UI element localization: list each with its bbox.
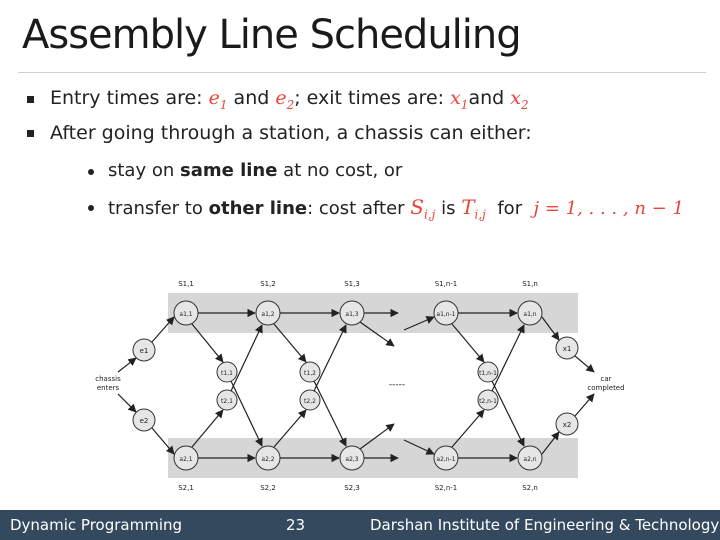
station-node-label: a2,n <box>523 456 537 463</box>
footer-institute: Darshan Institute of Engineering & Technology <box>370 516 720 534</box>
exit-label: x2 <box>562 421 572 429</box>
bullet-station-options: After going through a station, a chassis can either: <box>50 122 532 144</box>
station-label-top: S1,1 <box>178 280 194 288</box>
bullet-text: and <box>227 87 276 109</box>
entry-label: e2 <box>139 417 149 425</box>
station-label-bottom: S2,1 <box>178 484 194 492</box>
bullet-text: and <box>468 87 511 109</box>
car-completed-label: completed <box>587 384 625 392</box>
x2-symbol: $x_2$ <box>510 87 529 112</box>
sub-bullet-same-line: stay on same line at no cost, or <box>108 160 403 181</box>
footer-bar <box>0 510 720 540</box>
station-label-top: S1,2 <box>260 280 276 288</box>
station-node-label: a1,2 <box>261 311 275 318</box>
e2-symbol: $e_2$ <box>275 87 295 112</box>
t-ij-symbol: $T_{i,j}$ <box>461 195 486 222</box>
transfer-label-bottom: t2,1 <box>221 398 233 405</box>
footer-page-number: 23 <box>286 516 306 534</box>
car-exit-arrow <box>575 356 594 372</box>
transfer-arrow <box>231 381 262 446</box>
x1-symbol: $x_1$ <box>450 87 469 112</box>
transfer-label-top: t1,1 <box>221 370 233 377</box>
station-label-top: S1,3 <box>344 280 360 288</box>
bullet-text: ; exit times are: <box>294 87 451 109</box>
slide-title: Assembly Line Scheduling <box>22 12 521 58</box>
station-label-top: S1,n <box>522 280 538 288</box>
sub-bullet-other-line: transfer to other line: cost after $S_{i,j}$ is $T_{i,j}$ for j = 1, . . . , n − 1 <box>108 195 684 222</box>
transfer-arrow <box>314 381 346 446</box>
chassis-enters-label: chassis <box>95 375 121 383</box>
station-node-label: a1,n <box>523 311 537 318</box>
transfer-arrow <box>492 325 524 391</box>
footer-course: Dynamic Programming <box>10 516 183 534</box>
transfer-label-bottom: t2,n-1 <box>479 398 497 405</box>
car-completed-label: car <box>600 375 612 383</box>
station-node-label: a2,3 <box>345 456 359 463</box>
car-exit-arrow <box>575 394 594 416</box>
station-node-label: a1,1 <box>179 311 193 318</box>
station-label-bottom: S2,n <box>522 484 538 492</box>
j-range: j = 1, . . . , n − 1 <box>533 198 684 219</box>
station-label-bottom: S2,n-1 <box>434 484 458 492</box>
chassis-entry-arrow <box>118 358 136 372</box>
chassis-entry-arrow <box>118 394 136 412</box>
station-node-label: a2,1 <box>179 456 193 463</box>
station-label-top: S1,n-1 <box>434 280 458 288</box>
station-node-label: a1,n-1 <box>436 311 456 318</box>
station-node-label: a2,2 <box>261 456 275 463</box>
station-node-label: a1,3 <box>345 311 359 318</box>
transfer-label-bottom: t2,2 <box>304 398 316 405</box>
transfer-arrow <box>231 325 262 391</box>
transfer-label-top: t1,n-1 <box>479 370 497 377</box>
station-label-bottom: S2,2 <box>260 484 276 492</box>
transfer-label-top: t1,2 <box>304 370 316 377</box>
entry-label: e1 <box>139 347 149 355</box>
transfer-arrow <box>492 381 524 446</box>
chassis-enters-label: enters <box>96 384 120 392</box>
bullet-text: Entry times are: <box>50 87 209 109</box>
exit-label: x1 <box>562 345 572 353</box>
s-ij-symbol: $S_{i,j}$ <box>410 195 436 222</box>
station-label-bottom: S2,3 <box>344 484 360 492</box>
transfer-arrow <box>314 325 346 391</box>
gap-ellipsis: ----- <box>388 380 406 390</box>
station-node-label: a2,n-1 <box>436 456 456 463</box>
e1-symbol: $e_1$ <box>208 87 228 112</box>
